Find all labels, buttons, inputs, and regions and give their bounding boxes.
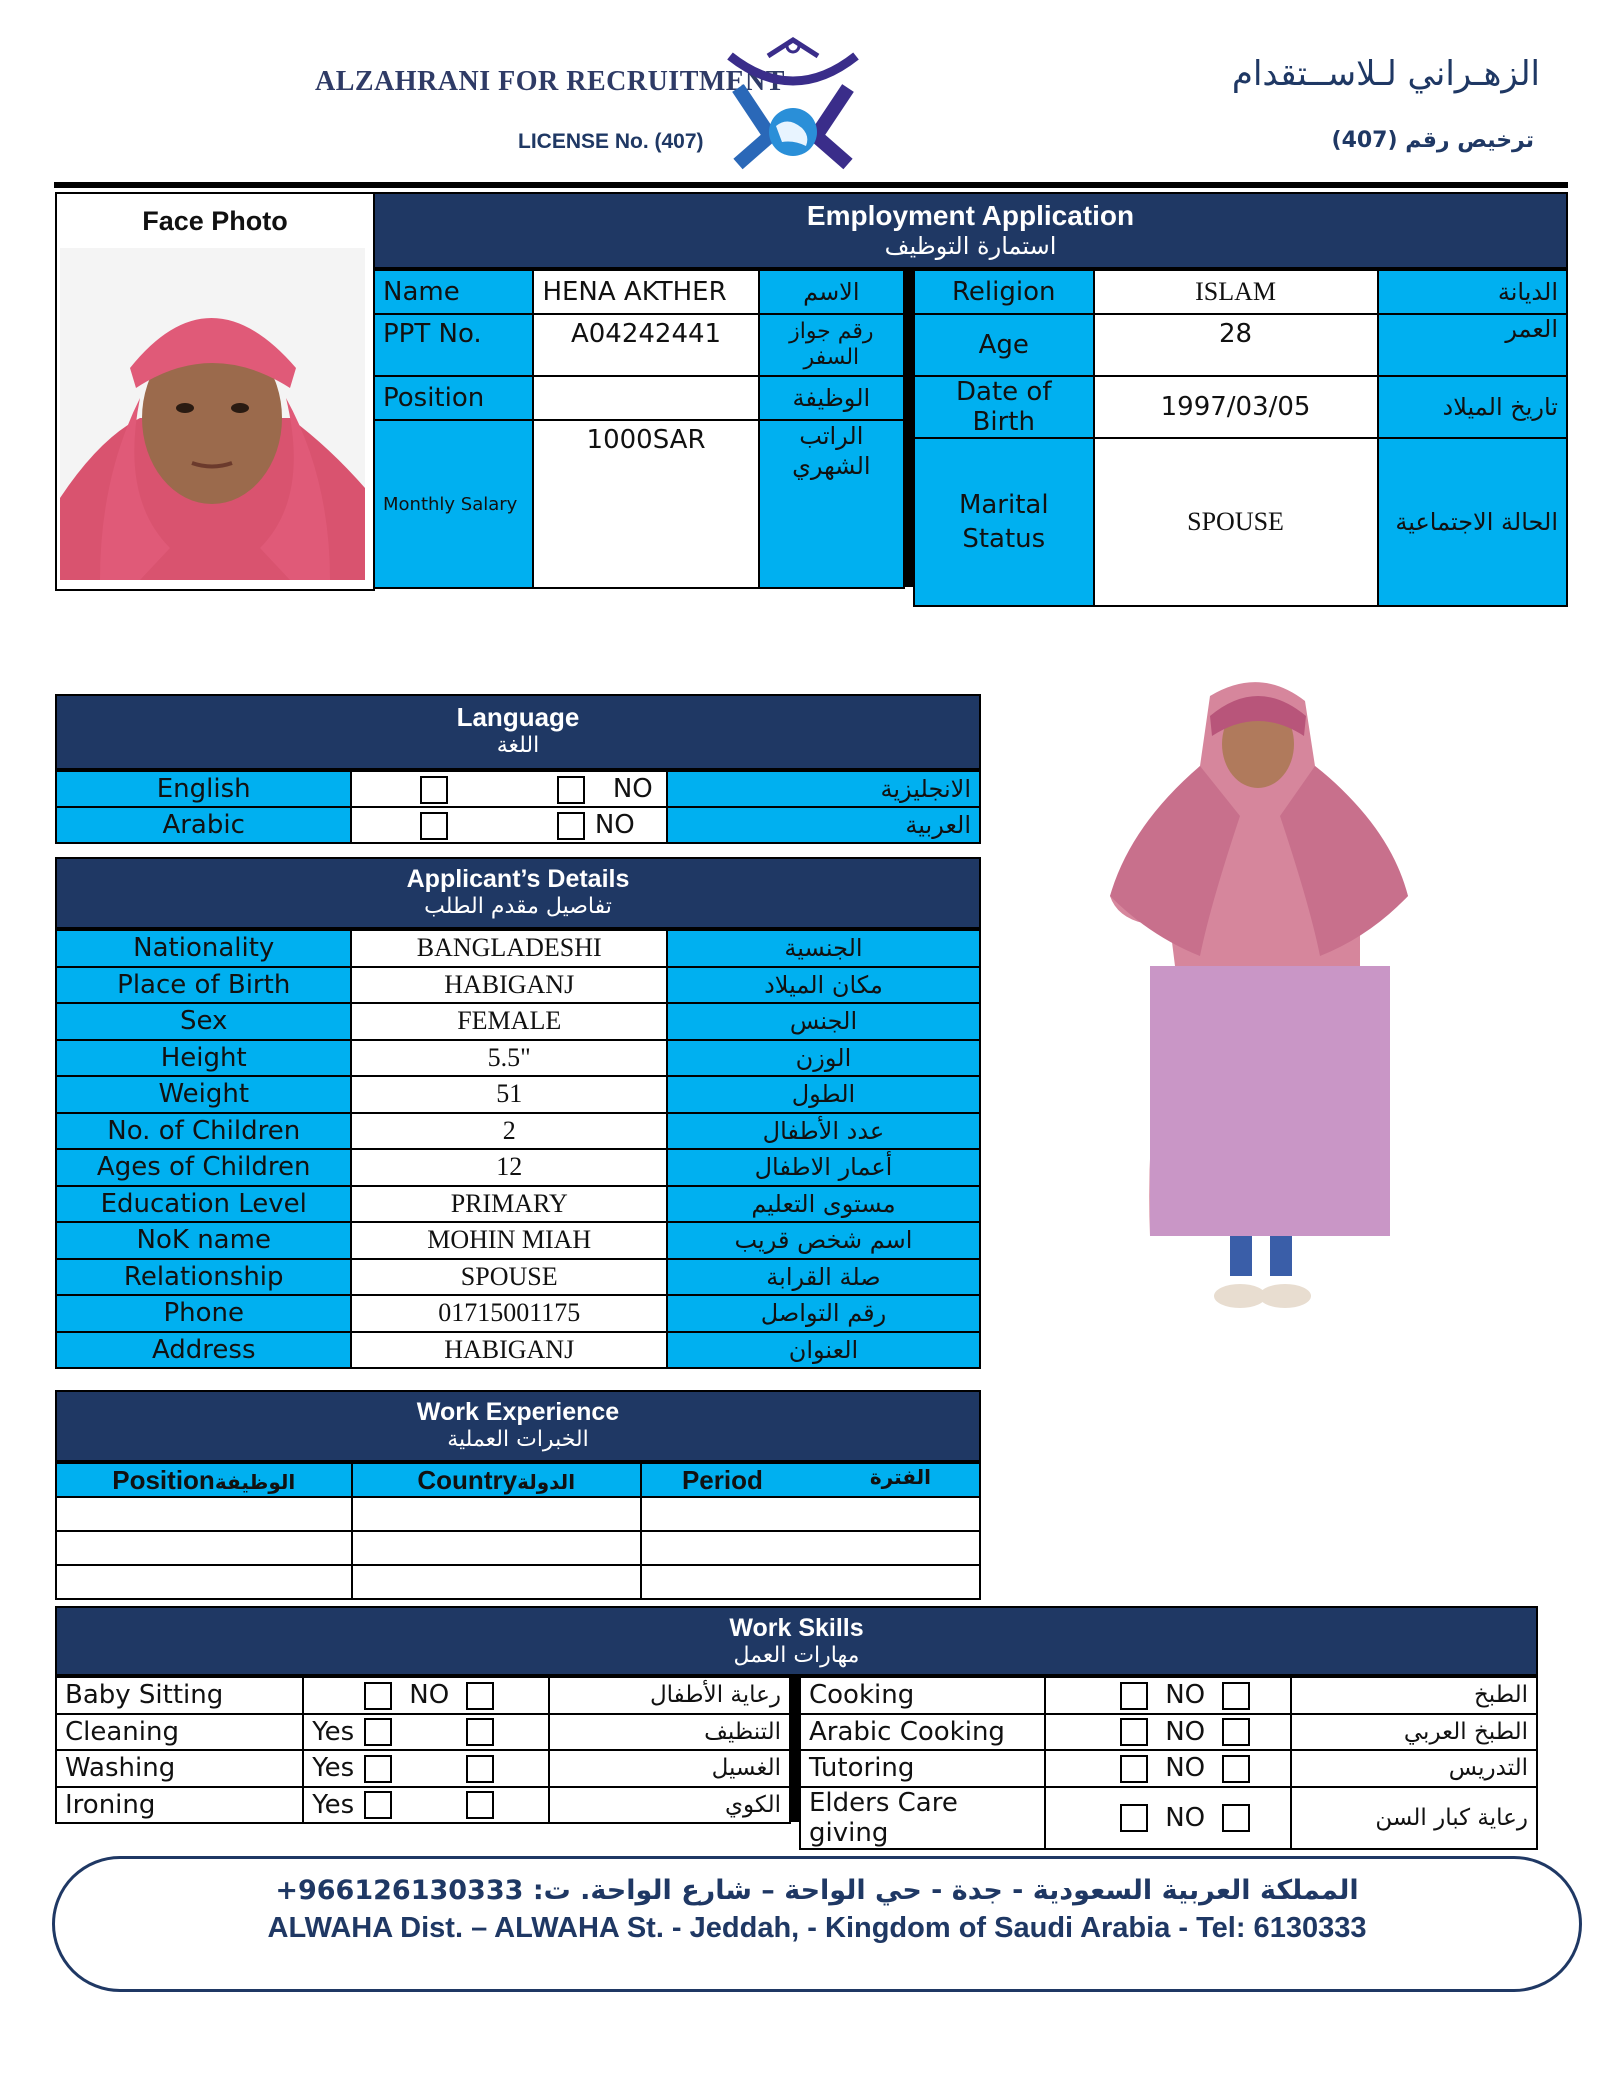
skill-no-label: NO <box>409 1680 450 1711</box>
skills-title: Work Skills <box>729 1614 864 1642</box>
skill-no-checkbox[interactable] <box>466 1791 494 1819</box>
application-header <box>373 192 1568 269</box>
english-yes-checkbox[interactable] <box>420 776 448 804</box>
details-row <box>56 967 980 1004</box>
details-row <box>56 1259 980 1296</box>
skills-title-ar: مهارات العمل <box>733 1643 860 1668</box>
skill-label: Tutoring <box>800 1750 1045 1787</box>
experience-row <box>56 1497 980 1531</box>
details-label-ar: مستوى التعليم <box>667 1186 980 1223</box>
skills-header <box>55 1606 1538 1676</box>
skill-no-checkbox[interactable] <box>1222 1804 1250 1832</box>
name-label: Name <box>374 270 533 314</box>
details-label: Sex <box>56 1003 351 1040</box>
details-label-ar: الجنسية <box>667 930 980 967</box>
details-value: PRIMARY <box>351 1186 666 1223</box>
details-header <box>55 857 981 929</box>
experience-cell[interactable] <box>352 1497 641 1531</box>
details-table <box>55 929 981 1369</box>
details-label: NoK name <box>56 1222 351 1259</box>
experience-cell[interactable] <box>56 1565 352 1599</box>
skill-label: Washing <box>56 1750 303 1787</box>
skill-row <box>800 1750 1537 1787</box>
skill-yes-label: Yes <box>312 1789 355 1820</box>
name-label-ar: الاسم <box>759 270 904 314</box>
header-rule <box>54 182 1568 188</box>
experience-title-ar: الخبرات العملية <box>447 1427 589 1452</box>
skills-left-table <box>55 1676 791 1824</box>
skill-label-ar: التنظيف <box>549 1714 790 1751</box>
position-label-ar: الوظيفة <box>759 376 904 420</box>
salary-label: Monthly Salary <box>374 420 533 588</box>
details-label: Place of Birth <box>56 967 351 1004</box>
skill-label-ar: رعاية كبار السن <box>1291 1787 1537 1849</box>
language-title: Language <box>456 702 580 732</box>
skill-no-checkbox[interactable] <box>466 1755 494 1783</box>
experience-cell[interactable] <box>641 1531 980 1565</box>
language-row <box>56 771 980 807</box>
dob-label-ar: تاريخ الميلاد <box>1378 376 1567 438</box>
col-period-label: Period <box>681 1464 763 1495</box>
application-title: Employment Application <box>806 200 1135 231</box>
experience-title: Work Experience <box>416 1398 620 1426</box>
experience-table <box>55 1462 981 1600</box>
skill-row <box>800 1787 1537 1849</box>
details-row <box>56 1003 980 1040</box>
skill-label-ar: الطبخ <box>1291 1677 1537 1714</box>
details-label-ar: اسم شخص قريب <box>667 1222 980 1259</box>
dob-value: 1997/03/05 <box>1094 376 1378 438</box>
details-value: 2 <box>351 1113 666 1150</box>
full-body-photo <box>1090 676 1420 1341</box>
language-table <box>55 770 981 844</box>
details-label-ar: الجنس <box>667 1003 980 1040</box>
application-right-table <box>913 269 1568 607</box>
language-english-label-ar: الانجليزية <box>667 771 980 807</box>
skill-no-checkbox[interactable] <box>466 1682 494 1710</box>
details-value: 01715001175 <box>351 1295 666 1332</box>
face-photo-frame <box>55 192 375 591</box>
application-left-table <box>373 269 905 589</box>
col-country-label: Country <box>417 1464 518 1495</box>
skill-yes-checkbox[interactable] <box>364 1682 392 1710</box>
experience-cell[interactable] <box>352 1565 641 1599</box>
license-number: LICENSE No. (407) <box>518 130 704 153</box>
experience-cell[interactable] <box>641 1565 980 1599</box>
col-position <box>56 1463 352 1497</box>
marital-label-ar: الحالة الاجتماعية <box>1378 438 1567 606</box>
details-row <box>56 1222 980 1259</box>
details-value: HABIGANJ <box>351 967 666 1004</box>
skill-yes-checkbox[interactable] <box>1120 1804 1148 1832</box>
details-label-ar: عدد الأطفال <box>667 1113 980 1150</box>
language-header <box>55 694 981 770</box>
company-logo <box>710 36 876 174</box>
skill-no-checkbox[interactable] <box>1222 1718 1250 1746</box>
skill-label-ar: الطبخ العربي <box>1291 1714 1537 1751</box>
skill-yes-checkbox[interactable] <box>1120 1718 1148 1746</box>
experience-cell[interactable] <box>56 1497 352 1531</box>
details-value: MOHIN MIAH <box>351 1222 666 1259</box>
details-row <box>56 1113 980 1150</box>
details-row <box>56 1040 980 1077</box>
skill-row <box>56 1714 790 1751</box>
religion-label-ar: الديانة <box>1378 270 1567 314</box>
ppt-label-ar: رقم جواز السفر <box>759 314 904 376</box>
details-label: Relationship <box>56 1259 351 1296</box>
skill-no-checkbox[interactable] <box>1222 1682 1250 1710</box>
details-value: HABIGANJ <box>351 1332 666 1369</box>
details-label: Ages of Children <box>56 1149 351 1186</box>
religion-value: ISLAM <box>1094 270 1378 314</box>
face-photo <box>60 248 365 580</box>
skill-row <box>800 1677 1537 1714</box>
skill-no-label: NO <box>1165 1716 1206 1747</box>
company-name-ar: الزهـراني لـلاســتقدام <box>1231 54 1540 94</box>
details-label-ar: صلة القرابة <box>667 1259 980 1296</box>
col-country <box>352 1463 641 1497</box>
col-position-label-ar: الوظيفة <box>214 1469 296 1494</box>
skill-no-label: NO <box>1165 1753 1206 1784</box>
skill-label: Cleaning <box>56 1714 303 1751</box>
details-label: Phone <box>56 1295 351 1332</box>
skill-row <box>800 1714 1537 1751</box>
position-value <box>533 376 758 420</box>
salary-value: 1000SAR <box>533 420 758 588</box>
details-row <box>56 1186 980 1223</box>
col-country-label-ar: الدولة <box>517 1469 576 1494</box>
salary-label-ar: الراتب الشهري <box>759 420 904 588</box>
col-period-label-ar: الفترة <box>869 1464 931 1489</box>
skill-label: Baby Sitting <box>56 1677 303 1714</box>
details-title: Applicant’s Details <box>406 865 630 893</box>
arabic-yes-checkbox[interactable] <box>420 812 448 840</box>
details-label: Height <box>56 1040 351 1077</box>
skill-row <box>56 1750 790 1787</box>
skill-yes-label: Yes <box>312 1753 355 1784</box>
details-row <box>56 1332 980 1369</box>
arabic-no-checkbox[interactable] <box>557 812 585 840</box>
skill-label-ar: الغسيل <box>549 1750 790 1787</box>
skill-label: Cooking <box>800 1677 1045 1714</box>
skill-label: Elders Care giving <box>800 1787 1045 1849</box>
experience-header <box>55 1390 981 1462</box>
marital-value: SPOUSE <box>1094 438 1378 606</box>
experience-cell[interactable] <box>352 1531 641 1565</box>
language-arabic-label-ar: العربية <box>667 807 980 843</box>
skill-no-checkbox[interactable] <box>1222 1755 1250 1783</box>
skill-row <box>56 1787 790 1824</box>
application-divider <box>905 269 913 587</box>
details-row <box>56 1295 980 1332</box>
skill-no-checkbox[interactable] <box>466 1718 494 1746</box>
footer-box <box>52 1856 1582 1992</box>
experience-row <box>56 1565 980 1599</box>
arabic-no-label: NO <box>594 810 635 840</box>
license-number-ar: ترخيص رقم (407) <box>1331 128 1534 153</box>
ppt-label: PPT No. <box>374 314 533 376</box>
experience-cell[interactable] <box>56 1531 352 1565</box>
skill-no-label: NO <box>1165 1680 1206 1711</box>
dob-label: Date of Birth <box>914 376 1094 438</box>
footer-address-ar: المملكة العربية السعودية - جدة - حي الواحة – شارع الواحة. ت: 966126130333+ <box>275 1875 1359 1906</box>
details-value: 12 <box>351 1149 666 1186</box>
skills-divider <box>791 1676 799 1822</box>
language-arabic-label: Arabic <box>56 807 351 843</box>
details-label: No. of Children <box>56 1113 351 1150</box>
details-value: FEMALE <box>351 1003 666 1040</box>
details-value: SPOUSE <box>351 1259 666 1296</box>
footer-address-en: ALWAHA Dist. – ALWAHA St. - Jeddah, - Kingdom of Saudi Arabia - Tel: 6130333 <box>267 1912 1367 1944</box>
english-no-label: NO <box>612 774 653 804</box>
skill-label-ar: التدريس <box>1291 1750 1537 1787</box>
skill-row <box>56 1677 790 1714</box>
skill-yes-checkbox[interactable] <box>1120 1682 1148 1710</box>
age-value: 28 <box>1094 314 1378 376</box>
details-label-ar: أعمار الاطفال <box>667 1149 980 1186</box>
skill-yes-checkbox[interactable] <box>364 1755 392 1783</box>
skill-yes-checkbox[interactable] <box>1120 1755 1148 1783</box>
age-label: Age <box>914 314 1094 376</box>
language-title-ar: اللغة <box>496 733 540 758</box>
col-period <box>641 1463 980 1497</box>
age-label-ar: العمر <box>1378 314 1567 376</box>
skill-label: Arabic Cooking <box>800 1714 1045 1751</box>
marital-label: Marital Status <box>914 438 1094 606</box>
details-label: Address <box>56 1332 351 1369</box>
details-label: Weight <box>56 1076 351 1113</box>
details-value: 5.5" <box>351 1040 666 1077</box>
col-position-label: Position <box>112 1464 215 1495</box>
skill-label: Ironing <box>56 1787 303 1824</box>
details-label-ar: رقم التواصل <box>667 1295 980 1332</box>
details-label-ar: الوزن <box>667 1040 980 1077</box>
skill-label-ar: الكوي <box>549 1787 790 1824</box>
details-label: Education Level <box>56 1186 351 1223</box>
details-label-ar: مكان الميلاد <box>667 967 980 1004</box>
details-row <box>56 1076 980 1113</box>
company-name: ALZAHRANI FOR RECRUITMENT <box>315 66 785 97</box>
details-label-ar: العنوان <box>667 1332 980 1369</box>
english-no-checkbox[interactable] <box>557 776 585 804</box>
skill-yes-checkbox[interactable] <box>364 1718 392 1746</box>
language-english-label: English <box>56 771 351 807</box>
skill-no-label: NO <box>1165 1802 1206 1833</box>
skill-yes-checkbox[interactable] <box>364 1791 392 1819</box>
name-value: HENA AKTHER <box>533 270 758 314</box>
details-label: Nationality <box>56 930 351 967</box>
skill-yes-label: Yes <box>312 1716 355 1747</box>
religion-label: Religion <box>914 270 1094 314</box>
details-value: BANGLADESHI <box>351 930 666 967</box>
ppt-value: A04242441 <box>533 314 758 376</box>
experience-cell[interactable] <box>641 1497 980 1531</box>
skills-right-table <box>799 1676 1538 1850</box>
details-row <box>56 1149 980 1186</box>
experience-row <box>56 1531 980 1565</box>
skill-label-ar: رعاية الأطفال <box>549 1677 790 1714</box>
language-row <box>56 807 980 843</box>
details-label-ar: الطول <box>667 1076 980 1113</box>
details-value: 51 <box>351 1076 666 1113</box>
position-label: Position <box>374 376 533 420</box>
application-title-ar: استمارة التوظيف <box>884 232 1057 260</box>
details-title-ar: تفاصيل مقدم الطلب <box>424 894 612 919</box>
face-photo-label: Face Photo <box>142 206 288 236</box>
details-row <box>56 930 980 967</box>
